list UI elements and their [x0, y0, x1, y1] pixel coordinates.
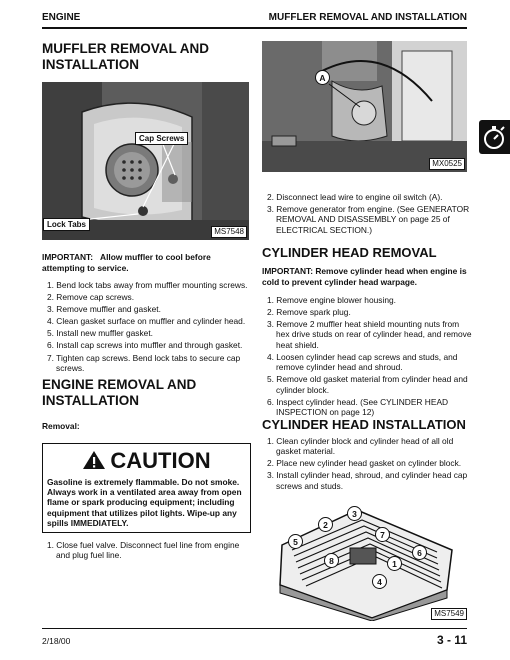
- list-item: 1. Remove engine blower housing.: [267, 295, 396, 305]
- list-item: 2. Remove spark plug.: [267, 307, 351, 318]
- muffler-important: IMPORTANT: Allow muffler to cool before attempting to service.: [42, 252, 211, 273]
- callout-a: A: [315, 70, 330, 85]
- list-item: 3. Install cylinder head, shroud, and cylinder head cap screws and studs.: [267, 470, 468, 491]
- muffler-photo: [42, 82, 249, 240]
- callout-1: 1: [387, 556, 402, 571]
- engine-stopwatch-icon: [479, 120, 510, 154]
- header-section: ENGINE: [42, 12, 81, 23]
- list-item: 1. Clean cylinder block and cylinder head of all old gasket material.: [267, 436, 454, 457]
- caution-box: [42, 443, 251, 533]
- callout-5: 5: [288, 534, 303, 549]
- photo-id: MS7548: [211, 226, 247, 238]
- list-item: 2. Remove cap screws.: [47, 292, 135, 303]
- lock-tabs-label: Lock Tabs: [43, 218, 90, 231]
- callout-4: 4: [372, 574, 387, 589]
- engine-removal-title: ENGINE REMOVAL AND INSTALLATION: [42, 377, 197, 408]
- list-item: 4. Clean gasket surface on muffler and cylinder head.: [47, 316, 246, 327]
- footer-date: 2/18/00: [42, 636, 71, 646]
- list-item: 2. Place new cylinder head gasket on cylinder block.: [267, 458, 462, 469]
- list-item: 7. Tighten cap screws. Bend lock tabs to secure cap screws.: [47, 352, 241, 373]
- oil-switch-photo: [262, 41, 467, 172]
- oil-switch-photo-art: [262, 41, 467, 172]
- page-number: 3 - 11: [436, 633, 467, 647]
- section-side-tab: [479, 120, 510, 154]
- warning-triangle-icon: [82, 450, 106, 470]
- header-title: MUFFLER REMOVAL AND INSTALLATION: [268, 12, 467, 23]
- callout-2: 2: [318, 517, 333, 532]
- cylinder-install-steps: [262, 436, 472, 493]
- list-item: 6. Install cap screws into muffler and through gasket.: [47, 340, 243, 351]
- callout-7: 7: [375, 527, 390, 542]
- muffler-steps: [42, 280, 252, 375]
- cylinder-removal-title: CYLINDER HEAD REMOVAL: [262, 245, 437, 260]
- callout-8: 8: [324, 553, 339, 568]
- muffler-title: MUFFLER REMOVAL AND INSTALLATION: [42, 41, 209, 72]
- list-item: 3. Remove 2 muffler heat shield mounting nuts from hex drive studs on rear of cylinder head, and remove heat shield.: [267, 319, 472, 350]
- footer-rule: [42, 628, 467, 629]
- cylinder-head-drawing: [262, 490, 468, 621]
- list-item: 1. Close fuel valve. Disconnect fuel line from engine and plug fuel line.: [47, 540, 240, 561]
- diagram-id: MS7549: [431, 608, 467, 620]
- cylinder-head-diagram: [262, 490, 468, 621]
- callout-3: 3: [347, 506, 362, 521]
- right-top-steps: [262, 192, 470, 237]
- cylinder-removal-steps: [262, 295, 472, 419]
- list-item: 6. Inspect cylinder head. (See CYLINDER HEAD INSPECTION on page 12): [267, 396, 449, 417]
- cap-screws-label: Cap Screws: [135, 132, 188, 145]
- callout-6: 6: [412, 545, 427, 560]
- engine-removal-steps: [42, 540, 252, 562]
- cylinder-removal-important: IMPORTANT: Remove cylinder head when engine is cold to prevent cylinder head warpage.: [262, 266, 467, 287]
- muffler-photo-art: [42, 82, 249, 240]
- list-item: 1. Bend lock tabs away from muffler mounting screws.: [47, 280, 248, 290]
- list-item: 3. Remove muffler and gasket.: [47, 304, 161, 315]
- list-item: 4. Loosen cylinder head cap screws and studs, and remove cylinder head and shroud.: [267, 351, 458, 373]
- photo-id: MX0525: [429, 158, 465, 170]
- header-rule: [42, 27, 467, 29]
- caution-text: Gasoline is extremely flammable. Do not smoke. Always work in a ventilated area away from open flame or spark producing equipment; including equipment that utilizes pilot lights. Wipe-up any spills IMMEDIATELY.: [47, 477, 242, 528]
- list-item: 3. Remove generator from engine. (See GENERATOR REMOVAL AND DISASSEMBLY on page 25 of ELECTRICAL SECTION.): [267, 204, 470, 235]
- list-item: 5. Install new muffler gasket.: [47, 328, 153, 339]
- list-item: 2. Disconnect lead wire to engine oil switch (A).: [267, 192, 443, 202]
- caution-heading: CAUTION: [43, 448, 250, 474]
- cylinder-install-title: CYLINDER HEAD INSTALLATION: [262, 417, 466, 432]
- removal-label: Removal:: [42, 421, 80, 431]
- list-item: 5. Remove old gasket material from cylinder head and cylinder block.: [267, 374, 468, 395]
